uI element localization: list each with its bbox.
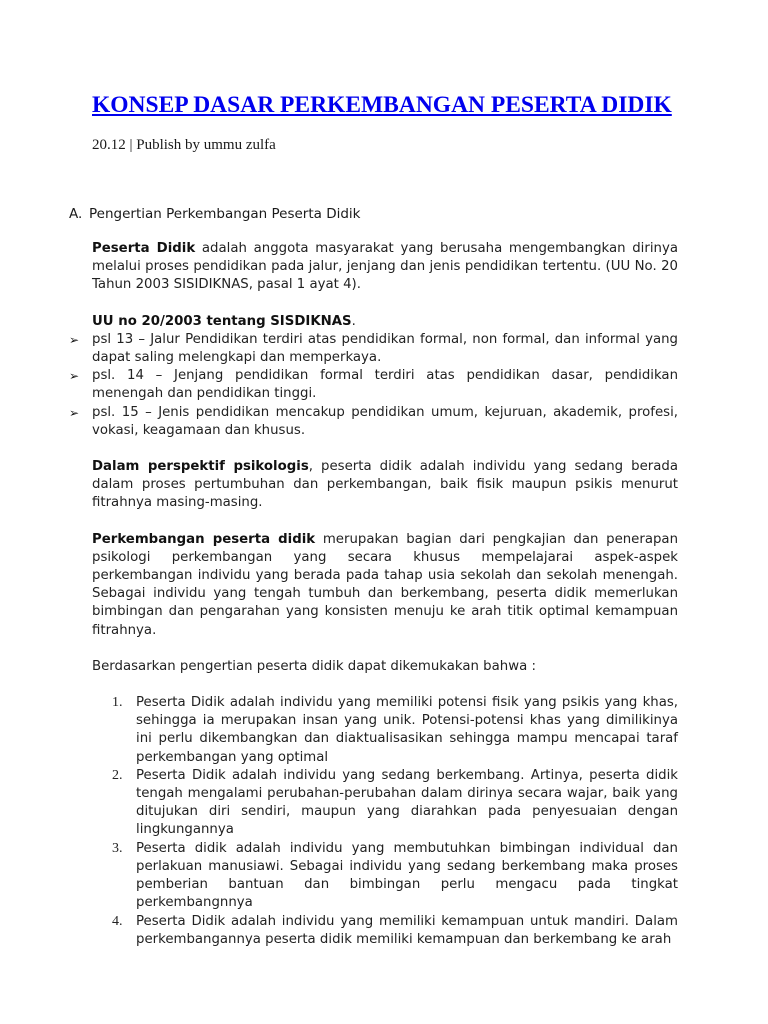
- article-body: [69, 240, 678, 949]
- list-item: [92, 840, 678, 913]
- uu-heading-suffix: .: [351, 313, 356, 329]
- bullet-text: psl. 14 – Jenjang pendidikan formal terdiri atas pendidikan dasar, pendidikan menengah dan pendidikan tinggi.: [92, 368, 678, 402]
- term-perkembangan: Perkembangan peserta didik: [92, 531, 316, 547]
- list-item: [69, 331, 678, 367]
- term-peserta-didik: Peserta Didik: [92, 241, 196, 256]
- list-number: 3.: [112, 840, 123, 856]
- bullet-text: psl 13 – Jalur Pendidikan terdiri atas pendidikan formal, non formal, dan informal yang dapat saling melengkapi dan memperkaya.: [92, 331, 678, 366]
- bullet-text: psl. 15 – Jenis pendidikan mencakup pendidikan umum, kejuruan, akademik, profesi, vokasi, keagamaan dan khusus.: [92, 404, 678, 438]
- list-item: [69, 404, 678, 440]
- arrow-bullet-icon: ➢: [69, 332, 80, 347]
- list-number: 1.: [112, 695, 123, 711]
- post-title-link[interactable]: KONSEP DASAR PERKEMBANGAN PESERTA DIDIK: [92, 92, 672, 118]
- paragraph-definition: [92, 240, 678, 295]
- section-letter: A.: [69, 206, 83, 222]
- list-number: 2.: [112, 767, 123, 783]
- section-heading: [69, 206, 361, 222]
- list-item-text: Peserta Didik adalah individu yang sedang berkembang. Artinya, peserta didik tengah mengalami perubahan-perubahan dalam dirinya secara wajar, baik yang ditujukan diri sendiri, maupun yang diarahkan pada penyesuaian dengan lingkungannya: [136, 767, 678, 838]
- list-item: [92, 694, 678, 767]
- list-item: [92, 767, 678, 840]
- paragraph-development: [92, 531, 678, 640]
- numbered-list: [92, 694, 678, 949]
- arrow-bullet-icon: ➢: [69, 405, 80, 420]
- list-number: 4.: [112, 913, 123, 929]
- list-item: [69, 367, 678, 403]
- term-psikologis: Dalam perspektif psikologis: [92, 459, 309, 475]
- list-item-text: Peserta Didik adalah individu yang memiliki potensi fisik yang psikis yang khas, sehingga ia merupakan insan yang unik. Potensi-potensi khas yang dimilikinya ini perlu dikembangkan dan diaktualisasikan sehingga mampu mencapai taraf perkembangan yang optimal: [136, 695, 678, 765]
- definition-text: adalah anggota masyarakat yang berusaha mengembangkan dirinya melalui proses pendidikan pada jalur, jenjang dan jenis pendidikan tertentu. (UU No. 20 Tahun 2003 SISIDIKNAS, pasal 1 ayat 4).: [92, 241, 678, 293]
- paragraph-intro-list: Berdasarkan pengertian peserta didik dapat dikemukakan bahwa :: [92, 658, 536, 674]
- uu-heading: [92, 313, 678, 331]
- development-text: merupakan bagian dari pengkajian dan penerapan psikologi perkembangan yang secara khusus mempelajarai aspek-aspek perkembangan individu yang berada pada tahap usia sekolah dan sekolah menengah. Sebagai individu yang tengah tumbuh dan berkembang, peserta didik memerlukan bimbingan dan pengarahan yang konsisten menuju ke arah titik optimal kemampuan fitrahnya.: [92, 531, 678, 638]
- uu-bullet-list: [69, 331, 678, 440]
- paragraph-psychology: [92, 458, 678, 513]
- list-item-text: Peserta Didik adalah individu yang memiliki kemampuan untuk mandiri. Dalam perkembangannya peserta didik memiliki kemampuan dan berkembang ke arah: [136, 913, 678, 947]
- section-heading-text: Pengertian Perkembangan Peserta Didik: [89, 206, 361, 222]
- psychology-text: , peserta didik adalah individu yang sedang berada dalam proses pertumbuhan dan perkembangan, baik fisik maupun psikis menurut fitrahnya masing-masing.: [92, 459, 678, 511]
- list-item-text: Peserta didik adalah individu yang membutuhkan bimbingan individual dan perlakuan manusiawi. Sebagai individu yang sedang berkembang maka proses pemberian bantuan dan bimbingan perlu mengacu pada tingkat perkembangnnya: [136, 840, 678, 911]
- uu-heading-text: UU no 20/2003 tentang SISDIKNAS: [92, 313, 352, 329]
- post-meta: 20.12 | Publish by ummu zulfa: [92, 137, 276, 153]
- list-item: [92, 913, 678, 949]
- arrow-bullet-icon: ➢: [69, 369, 80, 384]
